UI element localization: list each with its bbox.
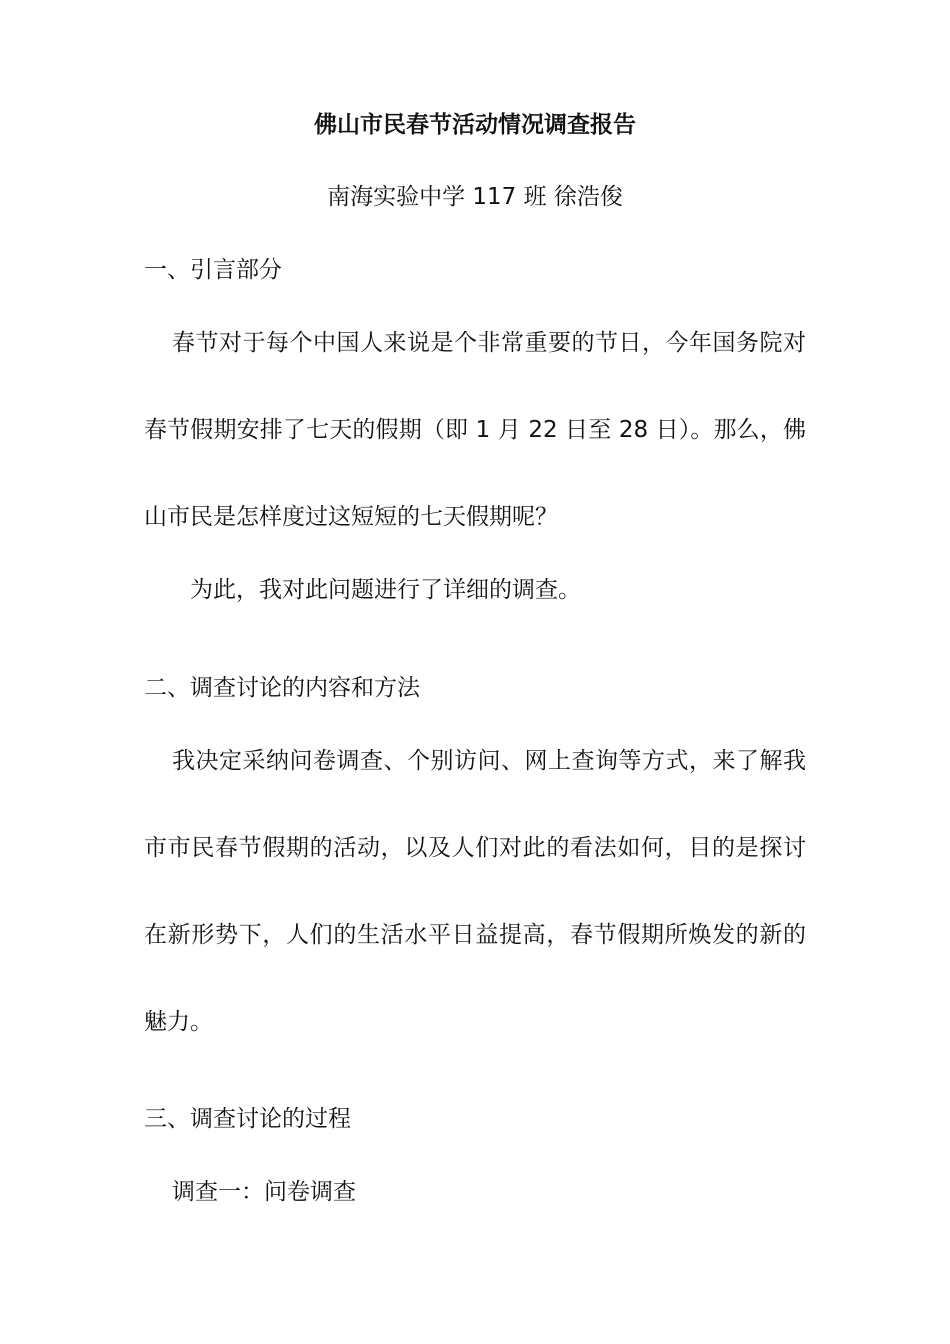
paragraph-line: 魅力。 [144,1009,213,1035]
paragraph-line: 春节对于每个中国人来说是个非常重要的节日，今年国务院对 [172,330,806,356]
paragraph-line: 春节假期安排了七天的假期（即 1 月 22 日至 28 日）。那么，佛 [144,417,806,443]
paragraph-line: 为此，我对此问题进行了详细的调查。 [190,577,581,603]
sub-heading-survey-one: 调查一：问卷调查 [172,1179,356,1205]
section-heading-content-methods: 二、调查讨论的内容和方法 [144,675,420,701]
document-title: 佛山市民春节活动情况调查报告 [314,112,636,138]
paragraph-line: 市市民春节假期的活动，以及人们对此的看法如何，目的是探讨 [144,835,806,861]
section-heading-process: 三、调查讨论的过程 [144,1106,351,1132]
author-line: 南海实验中学 117 班 徐浩俊 [327,184,623,210]
paragraph-line: 在新形势下，人们的生活水平日益提高，春节假期所焕发的新的 [144,922,806,948]
paragraph-line: 山市民是怎样度过这短短的七天假期呢？ [144,504,558,530]
paragraph-line: 我决定采纳问卷调查、个别访问、网上查询等方式，来了解我 [172,748,806,774]
section-heading-introduction: 一、引言部分 [144,257,282,283]
